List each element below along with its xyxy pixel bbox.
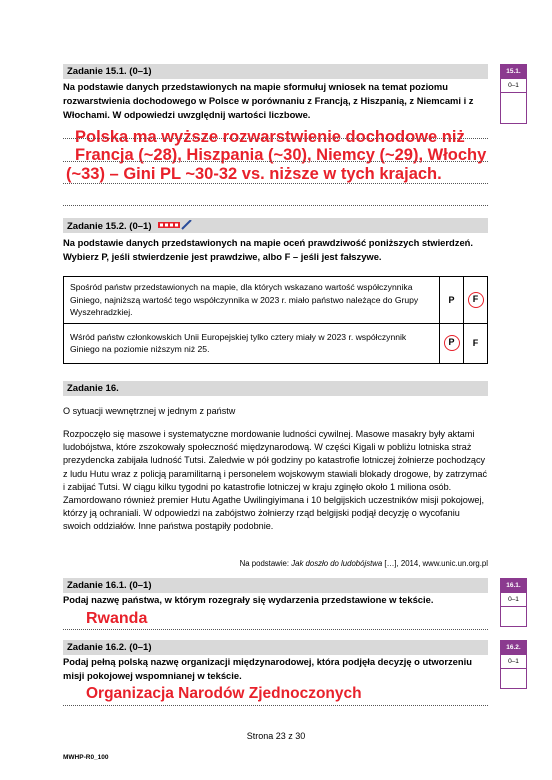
option-p-2[interactable]: [440, 323, 464, 363]
option-f-label: F: [472, 338, 479, 348]
task-16-source: [240, 559, 488, 568]
table-row: [64, 277, 488, 324]
score-box-16-1[interactable]: [500, 578, 527, 627]
answer-15-1-line1: Polska ma wyższe rozwarstwienie dochodowe niż: [75, 128, 465, 146]
score-box-points: 0–1: [501, 593, 526, 607]
option-p-label: P: [448, 294, 455, 305]
score-box-label: 15.1.: [501, 65, 526, 79]
task-16-subtitle: O sytuacji wewnętrznej w jednym z państw: [63, 406, 236, 416]
source-suffix: […], 2014, www.unic.un.org.pl: [382, 559, 488, 568]
answer-16-1: Rwanda: [86, 610, 148, 627]
answer-line: [63, 205, 488, 206]
task-16-source-text: Rozpoczęło się masowe i systematyczne mordowanie ludności cywilnej. Masowe masakry były aktami ludobójstwa, które zszokowały społeczność międzynarodową. W części Kigali w pobliżu lotniska straż prezydencka zabijała ludność Tutsi. Zaledwie w pół godziny po katastrofie lotniczej żołnierze pochodzący z ludu Hutu wraz z policją paramilitarną i personelem wojskowym stawiali blokady drogowe, by zatrzymać i zabijać Tutsi. W ciągu kilku tygodni po katastrofie lotniczej w kraju zginęło około 1 miliona osób. Zamordowano również premier Hutu Agathe Uwilingiyimana i 10 belgijskich uczestników misji pokojowej, którzy ją ochraniali. W odpowiedzi na zabójstwo żołnierzy rząd belgijski podjął decyzję o wycofaniu swoich oddziałów. Inne państwa postąpiły podobnie.: [63, 429, 488, 532]
true-false-table: [63, 276, 488, 364]
task-15-2-instruction: Na podstawie danych przedstawionych na mapie oceń prawdziwość poniższych stwierdzeń. Wybierz P, jeśli stwierdzenie jest prawdziwe, albo F – jeśli jest fałszywe.: [63, 237, 473, 262]
task-15-1-header: Zadanie 15.1. (0–1): [63, 64, 488, 79]
score-box-points: 0–1: [501, 655, 526, 669]
answer-line: [63, 138, 488, 139]
page-number: Strona 23 z 30: [246, 731, 306, 741]
score-box-label: 16.1.: [501, 579, 526, 593]
answer-line: [63, 629, 488, 630]
pencil-icon: [158, 220, 194, 233]
task-15-2-header-text: Zadanie 15.2. (0–1): [67, 221, 152, 233]
task-16-1-instruction: Podaj nazwę państwa, w którym rozegrały się wydarzenia przedstawione w tekście.: [63, 594, 434, 605]
document-code: MWHP-R0_100: [63, 754, 109, 761]
score-box-16-2[interactable]: [500, 640, 527, 689]
answer-15-1-line3: (~33) – Gini PL ~30-32 vs. niższe w tych krajach.: [66, 165, 442, 183]
option-f-1[interactable]: [464, 277, 488, 324]
task-16-2-header: Zadanie 16.2. (0–1): [63, 640, 488, 655]
score-box-field[interactable]: [501, 607, 526, 626]
task-15-1-instruction: Na podstawie danych przedstawionych na mapie sformułuj wniosek na temat poziomu rozwarstwienia dochodowego w Polsce w porównaniu z Francją, z Hiszpanią, z Niemcami i z Włochami. W odpowiedzi uwzględnij wartości liczbowe.: [63, 81, 474, 120]
score-box-15-1[interactable]: [500, 64, 527, 124]
statement-1: Spośród państw przedstawionych na mapie, dla których wskazano wartość współczynnika Giniego, najniższą wartość tego współczynnika w 2023 r. miało państwo należące do Grupy Wyszehradzkiej.: [64, 277, 440, 324]
score-box-label: 16.2.: [501, 641, 526, 655]
source-title: Jak doszło do ludobójstwa: [291, 559, 383, 568]
statement-2: Wśród państw członkowskich Unii Europejskiej tylko cztery miały w 2023 r. współczynnik Giniego na poziomie niższym niż 25.: [64, 323, 440, 363]
score-box-field[interactable]: [501, 669, 526, 688]
answer-line: [63, 705, 488, 706]
answer-15-1-line2: Francja (~28), Hiszpania (~30), Niemcy (~29), Włochy: [75, 146, 487, 164]
selected-circle: F: [468, 292, 484, 308]
score-box-points: 0–1: [501, 79, 526, 93]
source-prefix: Na podstawie:: [239, 559, 292, 568]
answer-line: [63, 183, 488, 184]
task-16-header: Zadanie 16.: [63, 381, 488, 396]
selected-circle: P: [444, 335, 460, 351]
option-f-2[interactable]: [464, 323, 488, 363]
task-15-2-header: [63, 218, 488, 233]
task-16-2-instruction: Podaj pełną polską nazwę organizacji międzynarodowej, która podjęła decyzję o utworzeniu misji pokojowej wspomnianej w tekście.: [63, 656, 472, 681]
score-box-field[interactable]: [501, 93, 526, 123]
answer-16-2: Organizacja Narodów Zjednoczonych: [86, 685, 362, 702]
task-16-1-header: Zadanie 16.1. (0–1): [63, 578, 488, 593]
option-p-1[interactable]: [440, 277, 464, 324]
answer-line: [63, 161, 488, 162]
table-row: [64, 323, 488, 363]
